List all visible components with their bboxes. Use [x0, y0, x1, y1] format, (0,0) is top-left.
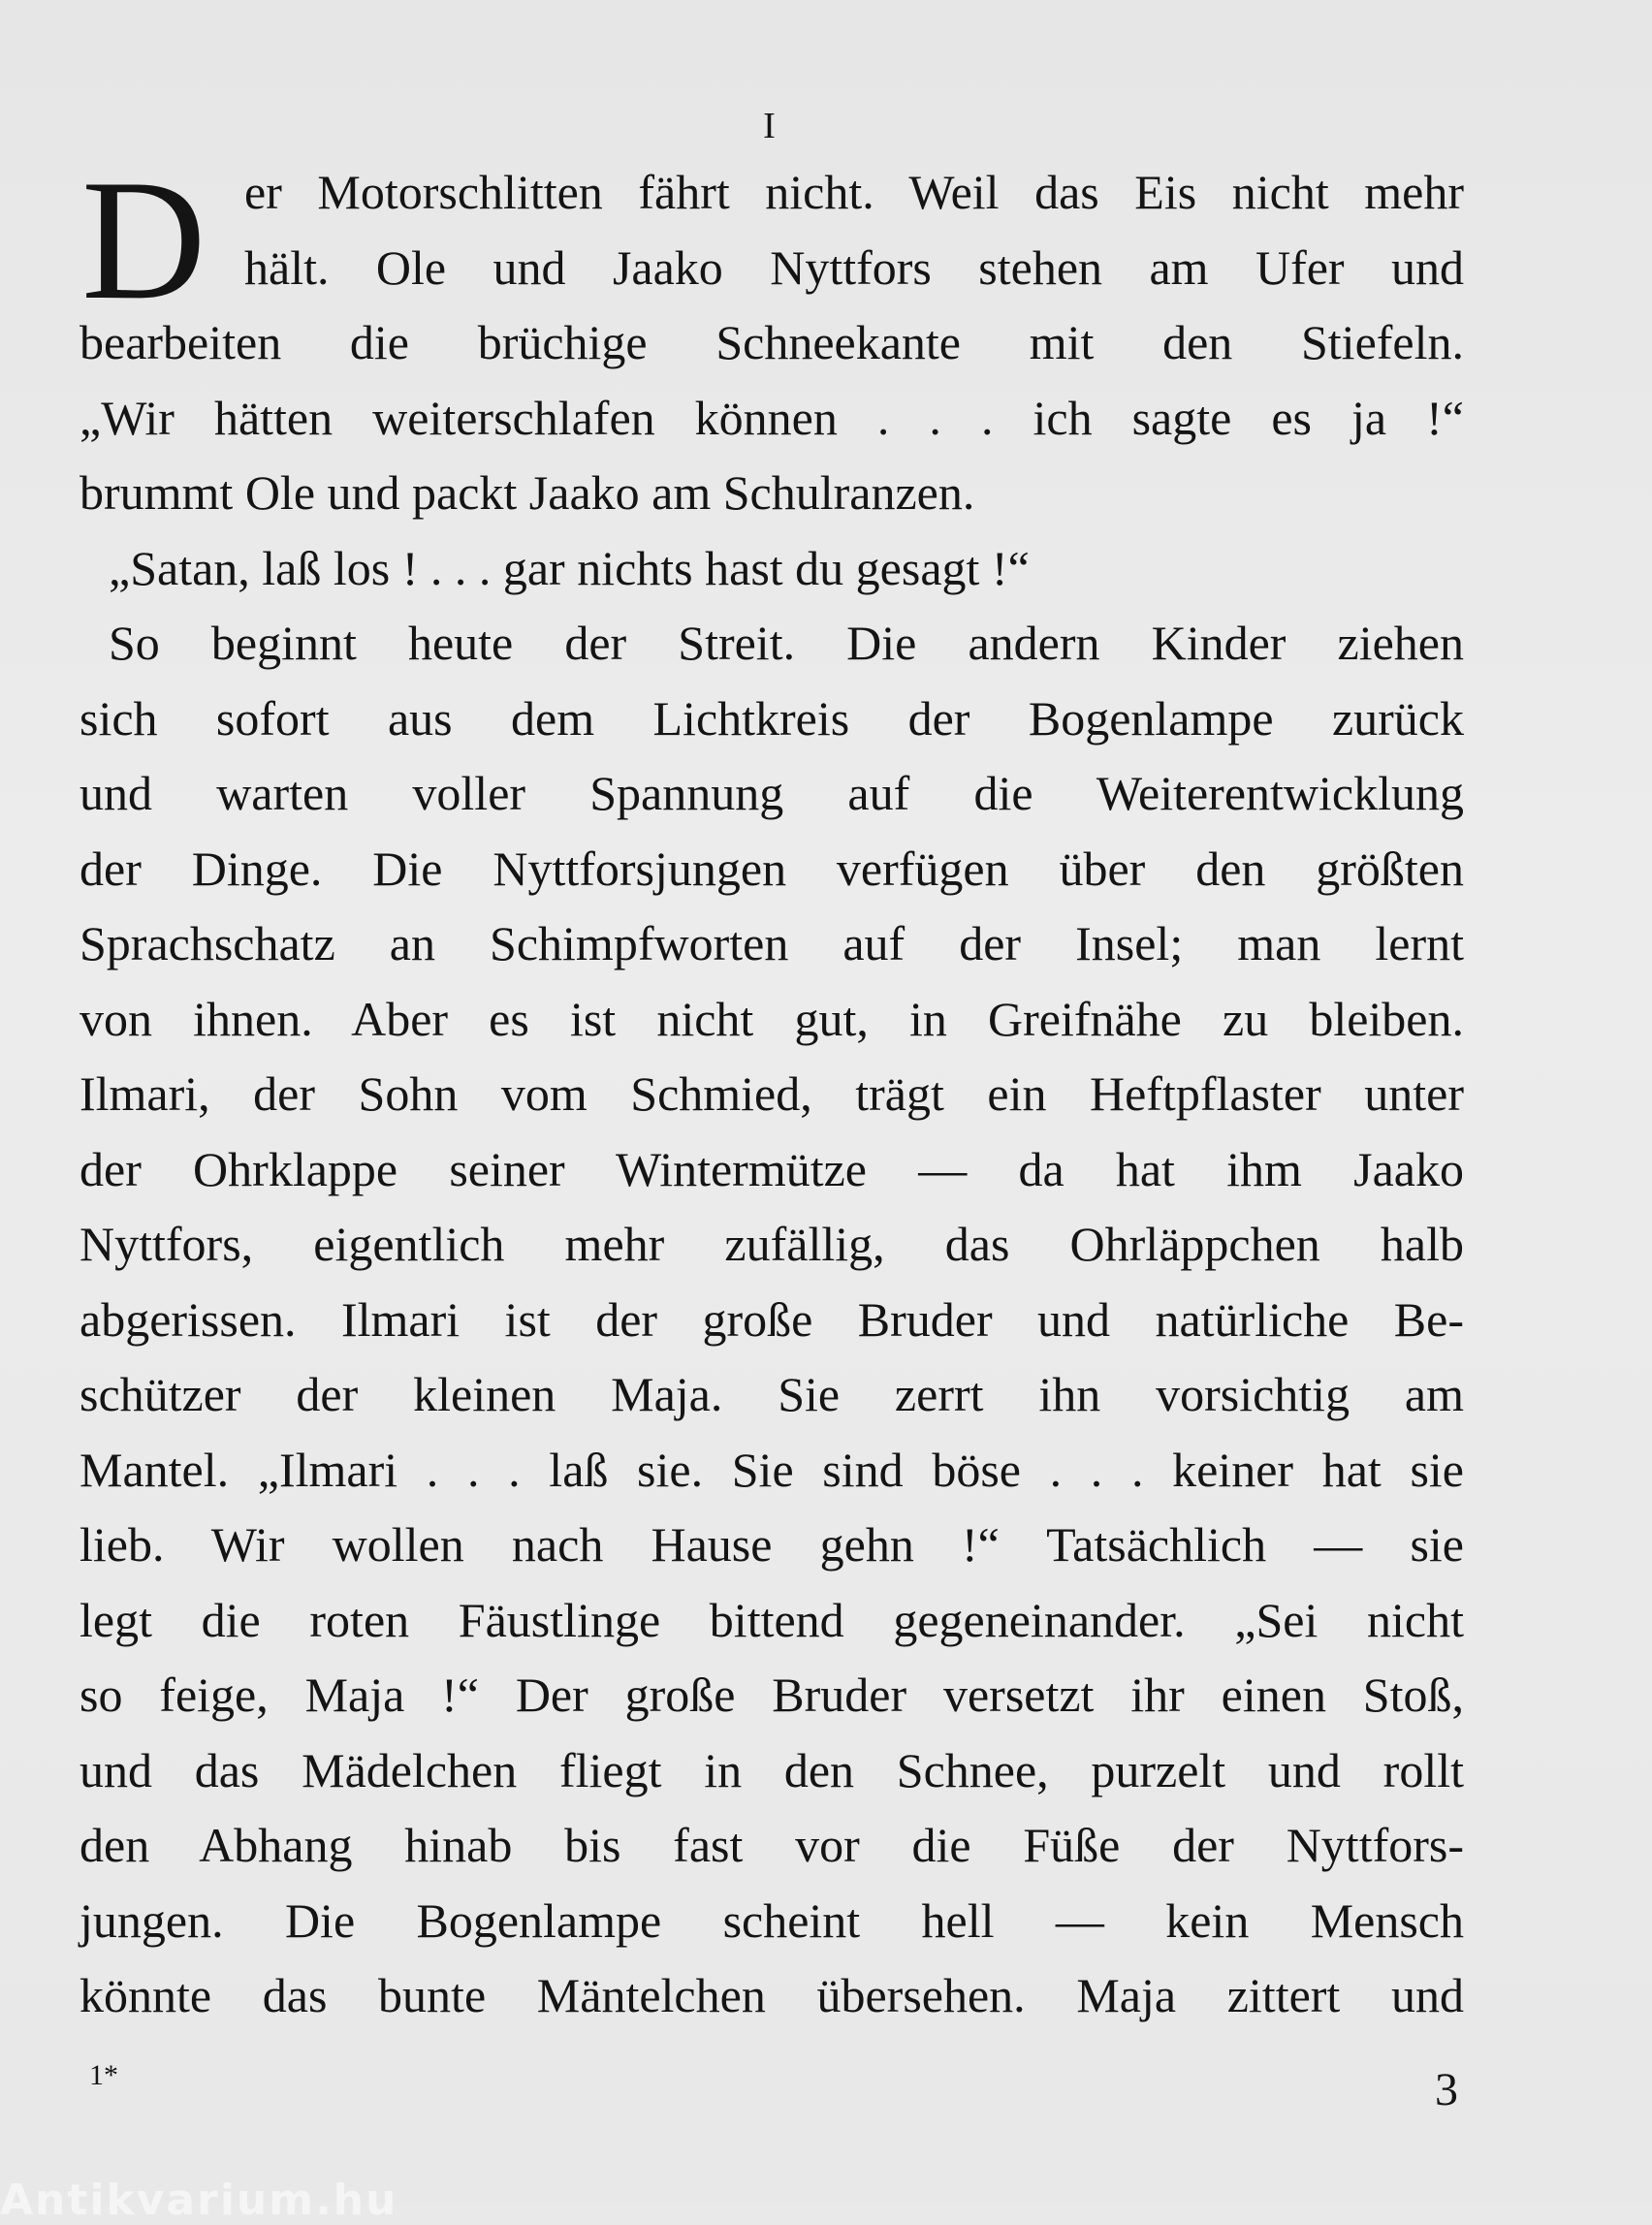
text-line: lieb. Wir wollen nach Hause gehn !“ Tatsächlich — sie [79, 1517, 1464, 1572]
text-line: und warten voller Spannung auf die Weiterentwicklung [79, 766, 1464, 820]
text-line: So beginnt heute der Streit. Die andern Kinder ziehen [109, 616, 1464, 670]
text-line: er Motorschlitten fährt nicht. Weil das Eis nicht mehr [244, 165, 1464, 219]
text-line: sich sofort aus dem Lichtkreis der Bogenlampe zurück [79, 690, 1464, 746]
drop-cap: D [81, 143, 206, 335]
text-line: „Satan, laß los ! . . . gar nichts hast du gesagt !“ [109, 540, 1030, 595]
text-line: der Dinge. Die Nyttforsjungen verfügen über den größten [79, 841, 1464, 896]
text-line: schützer der kleinen Maja. Sie zerrt ihn vorsichtig am [79, 1367, 1464, 1421]
text-line: jungen. Die Bogenlampe scheint hell — kein Mensch [79, 1892, 1464, 1948]
body-text [79, 143, 1464, 2034]
text-line: bearbeiten die brüchige Schneekante mit den Stiefeln. [79, 315, 1464, 369]
text-line: hält. Ole und Jaako Nyttfors stehen am Ufer und [244, 239, 1464, 295]
text-line: der Ohrklappe seiner Wintermütze — da hat ihm Jaako [79, 1141, 1464, 1196]
text-line: so feige, Maja !“ Der große Bruder versetzt ihr einen Stoß, [79, 1668, 1464, 1722]
text-line: brummt Ole und packt Jaako am Schulranzen. [79, 465, 975, 520]
text-line: den Abhang hinab bis fast vor die Füße der Nyttfors- [79, 1818, 1464, 1872]
page-number: 3 [1435, 2064, 1458, 2115]
text-line: Nyttfors, eigentlich mehr zufällig, das Ohrläppchen halb [79, 1217, 1464, 1271]
text-line: „Wir hätten weiterschlafen können . . . ich sagte es ja !“ [79, 390, 1464, 445]
text-line: könnte das bunte Mäntelchen übersehen. Maja zittert und [79, 1968, 1464, 2022]
text-line: legt die roten Fäustlinge bittend gegeneinander. „Sei nicht [79, 1592, 1464, 1647]
text-line: abgerissen. Ilmari ist der große Bruder und natürliche Be- [79, 1291, 1464, 1347]
chapter-number: I [763, 106, 777, 146]
text-line: Mantel. „Ilmari . . . laß sie. Sie sind böse . . . keiner hat sie [79, 1442, 1464, 1497]
text-line: Sprachschatz an Schimpfworten auf der Insel; man lernt [79, 916, 1464, 970]
text-line: und das Mädelchen fliegt in den Schnee, purzelt und rollt [79, 1742, 1464, 1797]
signature-mark: 1* [89, 2059, 118, 2091]
watermark: Antikvarium.hu [0, 2176, 398, 2225]
text-line: von ihnen. Aber es ist nicht gut, in Greifnähe zu bleiben. [79, 991, 1464, 1046]
text-line: Ilmari, der Sohn vom Schmied, trägt ein Heftpflaster unter [79, 1066, 1464, 1121]
